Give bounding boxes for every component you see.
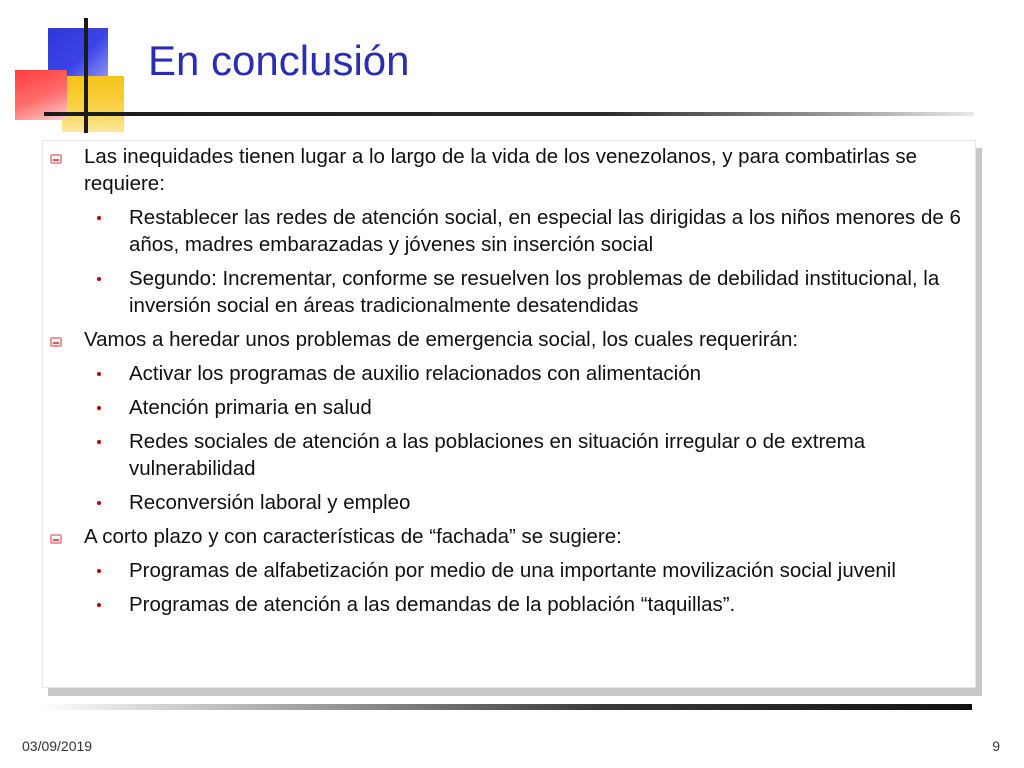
sub-bullet-item [42,557,972,584]
bullet-text: Programas de alfabetización por medio de una importante movilización social juvenil [129,559,896,582]
yellow-square-decoration [62,76,124,132]
dot-bullet-icon [97,569,101,573]
dot-bullet-icon [97,406,101,410]
bullet-text: Redes sociales de atención a las poblaciones en situación irregular o de extrema vulnerabilidad [129,430,866,480]
bullet-item [42,143,972,197]
bullet-text: Programas de atención a las demandas de la población “taquillas”. [129,593,736,616]
bullet-text: Activar los programas de auxilio relacionados con alimentación [129,362,702,385]
sub-bullet-item [42,428,972,482]
checkbox-bullet-icon [50,337,62,347]
slide-title: En conclusión [148,37,410,84]
sub-bullet-item [42,360,972,387]
slide-date: 03/09/2019 [22,738,93,754]
dot-bullet-icon [97,216,101,220]
sub-bullet-item [42,204,972,258]
sub-bullet-item [42,489,972,516]
sub-bullet-item [42,591,972,618]
bullet-text: Segundo: Incrementar, conforme se resuelven los problemas de debilidad institucional, la inversión social en áreas tradicionalmente desatendidas [129,267,940,317]
bullet-text: Las inequidades tienen lugar a lo largo de la vida de los venezolanos, y para combatirlas se requiere: [84,145,918,195]
bullet-list [42,143,972,625]
dot-bullet-icon [97,440,101,444]
bullet-text: Vamos a heredar unos problemas de emergencia social, los cuales requerirán: [84,328,799,351]
bullet-item [42,326,972,353]
checkbox-bullet-icon [50,154,62,164]
title-underline [44,112,974,116]
dot-bullet-icon [97,372,101,376]
bullet-item [42,523,972,550]
slide-number: 9 [992,738,1000,754]
bullet-text: Restablecer las redes de atención social, en especial las dirigidas a los niños menores de 6 años, madres embarazadas y jóvenes sin inserción social [129,206,961,256]
dot-bullet-icon [97,277,101,281]
bullet-text: Atención primaria en salud [129,396,372,419]
dot-bullet-icon [97,603,101,607]
bullet-text: A corto plazo y con características de “fachada” se sugiere: [84,525,622,548]
checkbox-bullet-icon [50,534,62,544]
sub-bullet-item [42,265,972,319]
dot-bullet-icon [97,501,101,505]
decorative-logo [0,0,150,140]
footer-line [40,704,972,710]
sub-bullet-item [42,394,972,421]
bullet-text: Reconversión laboral y empleo [129,491,411,514]
